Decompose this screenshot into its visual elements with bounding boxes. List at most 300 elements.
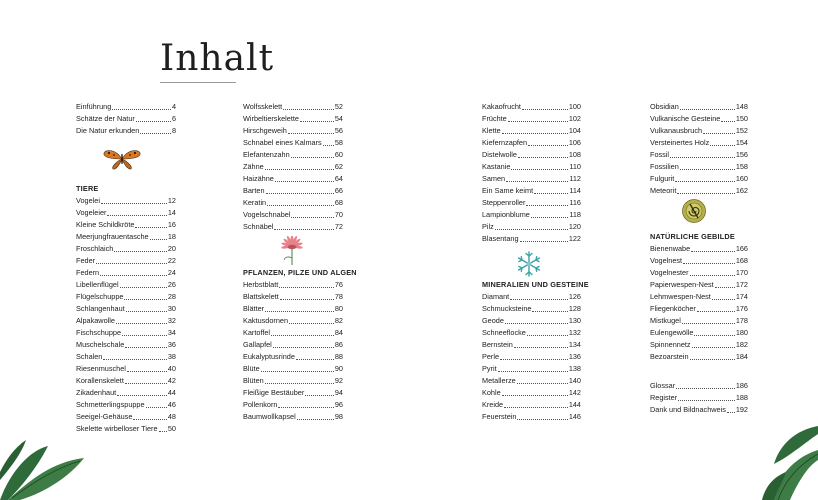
toc-entry: [76, 411, 176, 423]
mineralien-list: [482, 291, 581, 423]
toc-entry: [650, 392, 748, 404]
toc-entry-title: Kaktusdornen: [243, 316, 289, 325]
toc-entry-title: Geode: [482, 316, 504, 325]
dot-leader: [140, 133, 171, 134]
toc-entry-title: Federn: [76, 268, 100, 277]
toc-entry-title: Kakaofrucht: [482, 102, 521, 111]
toc-entry: [482, 125, 581, 137]
toc-entry-page: 14: [167, 208, 176, 217]
toc-entry: [482, 161, 581, 173]
toc-entry: [243, 387, 343, 399]
toc-entry: [650, 149, 748, 161]
dot-leader: [117, 395, 167, 396]
toc-entry: [482, 197, 581, 209]
dot-leader: [534, 193, 568, 194]
toc-entry-title: Kastanie: [482, 162, 511, 171]
toc-entry-title: Glossar: [650, 381, 676, 390]
toc-entry-title: Hirschgeweih: [243, 126, 287, 135]
mineralien-continued-list: [650, 101, 748, 197]
toc-entry-page: 132: [568, 328, 581, 337]
toc-entry: [243, 339, 343, 351]
toc-entry-page: 82: [334, 316, 343, 325]
toc-entry-title: Blasentang: [482, 234, 519, 243]
toc-entry: [482, 387, 581, 399]
toc-entry-title: Blüten: [243, 376, 264, 385]
toc-entry: [243, 375, 343, 387]
toc-entry-title: Dank und Bildnachweis: [650, 405, 726, 414]
toc-entry: [243, 279, 343, 291]
toc-entry: [243, 197, 343, 209]
back-matter-list: [650, 380, 748, 416]
dot-leader: [296, 359, 334, 360]
toc-entry-title: Vogelschnabel: [243, 210, 291, 219]
dot-leader: [670, 157, 735, 158]
toc-entry-title: Lehmwespen-Nest: [650, 292, 711, 301]
toc-entry: [243, 113, 343, 125]
dot-leader: [300, 121, 334, 122]
toc-entry: [76, 303, 176, 315]
toc-entry: [482, 411, 581, 423]
toc-entry-title: Einführung: [76, 102, 112, 111]
toc-entry: [482, 363, 581, 375]
dot-leader: [721, 121, 735, 122]
toc-entry: [482, 173, 581, 185]
toc-entry: [76, 267, 176, 279]
toc-entry-page: 180: [735, 328, 748, 337]
dot-leader: [697, 311, 735, 312]
toc-entry-title: Vogelei: [76, 196, 100, 205]
toc-entry-title: Fischschuppe: [76, 328, 122, 337]
dot-leader: [101, 203, 167, 204]
toc-entry: [76, 231, 176, 243]
toc-entry: [650, 267, 748, 279]
toc-entry-page: 46: [167, 400, 176, 409]
toc-entry-title: Skelette wirbelloser Tiere: [76, 424, 158, 433]
toc-entry-page: 80: [334, 304, 343, 313]
toc-entry: [650, 351, 748, 363]
toc-entry-page: 104: [568, 126, 581, 135]
toc-entry-page: 126: [568, 292, 581, 301]
toc-entry: [650, 327, 748, 339]
toc-entry-title: Herbstblatt: [243, 280, 279, 289]
dot-leader: [114, 251, 167, 252]
toc-entry-page: 66: [334, 186, 343, 195]
toc-entry-page: 34: [167, 328, 176, 337]
toc-entry-page: 40: [167, 364, 176, 373]
toc-entry-title: Meteorit: [650, 186, 677, 195]
dot-leader: [289, 323, 334, 324]
toc-entry-page: 62: [334, 162, 343, 171]
dot-leader: [680, 169, 735, 170]
toc-entry: [650, 315, 748, 327]
toc-entry-title: Schnäbel: [243, 222, 274, 231]
dot-leader: [531, 217, 568, 218]
toc-entry: [76, 279, 176, 291]
toc-entry-title: Papierwespen-Nest: [650, 280, 714, 289]
dot-leader: [133, 419, 166, 420]
toc-entry-page: 18: [167, 232, 176, 241]
toc-entry: [76, 327, 176, 339]
dot-leader: [124, 299, 166, 300]
toc-entry: [76, 315, 176, 327]
toc-entry: [650, 137, 748, 149]
toc-entry-page: 188: [735, 393, 748, 402]
dot-leader: [150, 239, 167, 240]
toc-entry: [76, 399, 176, 411]
toc-entry-page: 24: [167, 268, 176, 277]
toc-entry-page: 56: [334, 126, 343, 135]
gebilde-list: [650, 243, 748, 363]
toc-entry-title: Früchte: [482, 114, 507, 123]
toc-entry-page: 136: [568, 352, 581, 361]
dot-leader: [305, 395, 334, 396]
toc-entry: [76, 255, 176, 267]
toc-entry-page: 70: [334, 210, 343, 219]
dot-leader: [514, 347, 568, 348]
toc-entry-page: 44: [167, 388, 176, 397]
toc-entry: [482, 351, 581, 363]
dot-leader: [283, 109, 334, 110]
toc-entry: [482, 137, 581, 149]
toc-entry-page: 58: [334, 138, 343, 147]
toc-entry-page: 96: [334, 400, 343, 409]
dot-leader: [532, 311, 567, 312]
dot-leader: [682, 323, 735, 324]
toc-entry-page: 4: [171, 102, 176, 111]
toc-entry-page: 118: [569, 210, 581, 219]
dot-leader: [112, 109, 171, 110]
toc-entry-page: 8: [171, 126, 176, 135]
toc-entry: [243, 173, 343, 185]
dot-leader: [275, 181, 334, 182]
toc-entry-page: 30: [167, 304, 176, 313]
toc-entry-page: 38: [167, 352, 176, 361]
toc-entry: [482, 303, 581, 315]
dot-leader: [703, 133, 735, 134]
toc-entry-page: 184: [735, 352, 748, 361]
toc-entry-title: Froschlaich: [76, 244, 114, 253]
dot-leader: [116, 323, 167, 324]
toc-entry-title: Pollenkorn: [243, 400, 278, 409]
dot-leader: [100, 275, 167, 276]
toc-entry-page: 60: [334, 150, 343, 159]
toc-entry-title: Bezoarstein: [650, 352, 689, 361]
page-title: Inhalt: [160, 38, 275, 79]
dot-leader: [265, 311, 334, 312]
toc-entry-page: 122: [568, 234, 581, 243]
dot-leader: [495, 229, 568, 230]
toc-entry: [482, 339, 581, 351]
toc-entry-page: 146: [568, 412, 581, 421]
toc-entry-page: 166: [735, 244, 748, 253]
pflanzen-list: [243, 279, 343, 423]
dot-leader: [511, 169, 568, 170]
toc-entry-title: Riesenmuschel: [76, 364, 126, 373]
toc-entry: [243, 209, 343, 221]
dot-leader: [146, 407, 167, 408]
toc-entry: [243, 351, 343, 363]
dot-leader: [522, 109, 568, 110]
toc-entry: [650, 173, 748, 185]
toc-entry: [243, 221, 343, 233]
toc-entry-title: Bernstein: [482, 340, 513, 349]
toc-entry: [76, 101, 176, 113]
dot-leader: [265, 169, 334, 170]
toc-entry-page: 182: [735, 340, 748, 349]
toc-entry-title: Schneeflocke: [482, 328, 526, 337]
toc-entry-page: 186: [735, 381, 748, 390]
toc-entry: [482, 375, 581, 387]
toc-entry-page: 92: [334, 376, 343, 385]
toc-entry-page: 140: [568, 376, 581, 385]
toc-entry-page: 178: [735, 316, 748, 325]
toc-entry-title: Meerjungfrauentasche: [76, 232, 149, 241]
toc-entry-title: Eukalyptusrinde: [243, 352, 295, 361]
toc-entry: [76, 339, 176, 351]
toc-entry-title: Schmucksteine: [482, 304, 532, 313]
toc-entry: [243, 137, 343, 149]
toc-entry: [650, 279, 748, 291]
dot-leader: [505, 323, 568, 324]
dot-leader: [288, 133, 334, 134]
tiere-continued-list: [243, 101, 343, 233]
toc-entry: [650, 125, 748, 137]
dot-leader: [261, 371, 334, 372]
toc-entry: [243, 303, 343, 315]
pflanzen-continued-list: [482, 101, 581, 245]
toc-entry-page: 20: [167, 244, 176, 253]
toc-entry-page: 28: [167, 292, 176, 301]
fossil-icon: [681, 198, 707, 224]
toc-entry: [243, 291, 343, 303]
dot-leader: [120, 287, 167, 288]
toc-entry-title: Samen: [482, 174, 506, 183]
toc-entry: [482, 327, 581, 339]
toc-entry-page: 90: [334, 364, 343, 373]
leaf-decoration-left-icon: [0, 432, 95, 500]
flower-icon: [274, 236, 310, 266]
toc-entry: [243, 125, 343, 137]
toc-entry-page: 158: [735, 162, 748, 171]
toc-entry: [243, 185, 343, 197]
toc-entry-title: Pyrit: [482, 364, 497, 373]
toc-entry-title: Kartoffel: [243, 328, 271, 337]
toc-entry-page: 12: [167, 196, 176, 205]
dot-leader: [676, 388, 735, 389]
toc-entry-page: 130: [568, 316, 581, 325]
toc-entry-title: Ein Same keimt: [482, 186, 534, 195]
dot-leader: [727, 412, 735, 413]
toc-entry-page: 138: [568, 364, 581, 373]
toc-entry-title: Fossil: [650, 150, 670, 159]
toc-entry-title: Gallapfel: [243, 340, 272, 349]
toc-entry-title: Vulkanische Gesteine: [650, 114, 721, 123]
dot-leader: [136, 121, 171, 122]
toc-entry: [76, 351, 176, 363]
toc-entry-title: Mistkugel: [650, 316, 681, 325]
toc-entry-title: Elefantenzahn: [243, 150, 290, 159]
toc-entry-page: 156: [735, 150, 748, 159]
title-divider: [160, 82, 236, 83]
toc-entry: [243, 161, 343, 173]
toc-entry-page: 6: [171, 114, 176, 123]
dot-leader: [273, 347, 334, 348]
toc-entry-title: Eulengewölle: [650, 328, 694, 337]
toc-entry: [650, 339, 748, 351]
toc-entry-title: Vogeleier: [76, 208, 107, 217]
section-heading-gebilde: NATÜRLICHE GEBILDE: [650, 232, 735, 241]
toc-entry-title: Kohle: [482, 388, 501, 397]
toc-entry-title: Vogelnester: [650, 268, 689, 277]
dot-leader: [96, 263, 167, 264]
toc-entry-page: 170: [735, 268, 748, 277]
toc-entry-title: Zähne: [243, 162, 264, 171]
toc-entry: [482, 209, 581, 221]
toc-entry-page: 98: [334, 412, 343, 421]
toc-entry-title: Seeigel-Gehäuse: [76, 412, 133, 421]
dot-leader: [504, 407, 568, 408]
toc-entry: [650, 161, 748, 173]
toc-entry-title: Fleißige Bestäuber: [243, 388, 305, 397]
toc-entry-title: Fossilien: [650, 162, 679, 171]
dot-leader: [678, 400, 735, 401]
toc-entry-page: 154: [735, 138, 748, 147]
toc-entry-page: 162: [735, 186, 748, 195]
dot-leader: [127, 371, 167, 372]
toc-entry: [243, 399, 343, 411]
dot-leader: [710, 145, 735, 146]
toc-entry: [243, 327, 343, 339]
toc-entry: [76, 291, 176, 303]
toc-entry-title: Diamant: [482, 292, 510, 301]
toc-entry-title: Bienenwabe: [650, 244, 691, 253]
toc-entry-title: Kreide: [482, 400, 504, 409]
toc-entry: [482, 101, 581, 113]
toc-entry-title: Libellenflügel: [76, 280, 119, 289]
toc-entry-title: Feder: [76, 256, 96, 265]
dot-leader: [506, 181, 568, 182]
dot-leader: [126, 311, 167, 312]
toc-entry-page: 16: [167, 220, 176, 229]
toc-entry-page: 84: [334, 328, 343, 337]
toc-entry-page: 102: [568, 114, 581, 123]
dot-leader: [677, 193, 734, 194]
toc-entry-title: Schmetterlingspuppe: [76, 400, 145, 409]
toc-entry-title: Kleine Schildkröte: [76, 220, 135, 229]
dot-leader: [125, 347, 167, 348]
leaf-decoration-right-icon: [740, 420, 818, 500]
dot-leader: [280, 299, 334, 300]
toc-entry: [650, 185, 748, 197]
dot-leader: [675, 181, 734, 182]
toc-entry-title: Wirbeltierskelette: [243, 114, 299, 123]
toc-entry-page: 32: [167, 316, 176, 325]
toc-entry: [650, 291, 748, 303]
dot-leader: [159, 431, 167, 432]
toc-entry: [482, 233, 581, 245]
toc-entry-title: Flügelschuppe: [76, 292, 124, 301]
toc-entry-page: 144: [568, 400, 581, 409]
toc-entry: [650, 404, 748, 416]
dot-leader: [107, 215, 166, 216]
dot-leader: [715, 287, 735, 288]
toc-entry-page: 192: [735, 405, 748, 414]
toc-entry-title: Schalen: [76, 352, 103, 361]
toc-entry-title: Blattskelett: [243, 292, 279, 301]
toc-entry-title: Metallerze: [482, 376, 516, 385]
toc-entry: [482, 113, 581, 125]
toc-entry-title: Steppenroller: [482, 198, 526, 207]
dot-leader: [502, 395, 568, 396]
toc-entry: [76, 113, 176, 125]
toc-entry: [76, 125, 176, 137]
toc-entry-page: 120: [568, 222, 581, 231]
toc-entry: [76, 195, 176, 207]
toc-entry-title: Haizähne: [243, 174, 274, 183]
toc-entry-title: Distelwolle: [482, 150, 517, 159]
toc-entry-page: 174: [735, 292, 748, 301]
toc-entry-title: Muschelschale: [76, 340, 125, 349]
dot-leader: [694, 335, 734, 336]
toc-entry: [243, 363, 343, 375]
toc-entry-page: 106: [568, 138, 581, 147]
dot-leader: [680, 109, 735, 110]
dot-leader: [103, 359, 167, 360]
toc-entry: [482, 399, 581, 411]
toc-entry: [76, 363, 176, 375]
toc-entry-title: Lampionblume: [482, 210, 530, 219]
toc-entry-page: 50: [167, 424, 176, 433]
toc-entry: [482, 291, 581, 303]
toc-entry-title: Spinnennetz: [650, 340, 691, 349]
toc-entry-page: 172: [735, 280, 748, 289]
toc-entry-title: Alpakawolle: [76, 316, 115, 325]
toc-entry-page: 108: [568, 150, 581, 159]
toc-entry-page: 86: [334, 340, 343, 349]
dot-leader: [122, 335, 167, 336]
toc-entry-page: 48: [167, 412, 176, 421]
toc-entry-title: Keratin: [243, 198, 267, 207]
toc-column-4: [650, 101, 748, 416]
toc-entry: [650, 380, 748, 392]
toc-entry: [482, 149, 581, 161]
toc-entry: [650, 243, 748, 255]
section-heading-tiere: TIERE: [76, 184, 99, 193]
dot-leader: [291, 217, 333, 218]
toc-entry: [482, 315, 581, 327]
toc-entry: [650, 101, 748, 113]
toc-entry: [650, 303, 748, 315]
section-heading-pflanzen: PFLANZEN, PILZE UND ALGEN: [243, 268, 357, 277]
toc-entry-page: 72: [334, 222, 343, 231]
section-heading-mineralien: MINERALIEN UND GESTEINE: [482, 280, 589, 289]
toc-entry-page: 68: [334, 198, 343, 207]
toc-entry-title: Klette: [482, 126, 501, 135]
toc-entry-page: 116: [569, 198, 581, 207]
dot-leader: [683, 263, 735, 264]
toc-entry: [482, 185, 581, 197]
dot-leader: [520, 241, 568, 242]
dot-leader: [510, 299, 568, 300]
toc-entry-page: 160: [735, 174, 748, 183]
dot-leader: [267, 205, 334, 206]
toc-entry-page: 152: [735, 126, 748, 135]
dot-leader: [278, 407, 333, 408]
toc-entry-page: 112: [569, 174, 581, 183]
dot-leader: [526, 205, 568, 206]
toc-entry-page: 42: [167, 376, 176, 385]
dot-leader: [527, 335, 568, 336]
